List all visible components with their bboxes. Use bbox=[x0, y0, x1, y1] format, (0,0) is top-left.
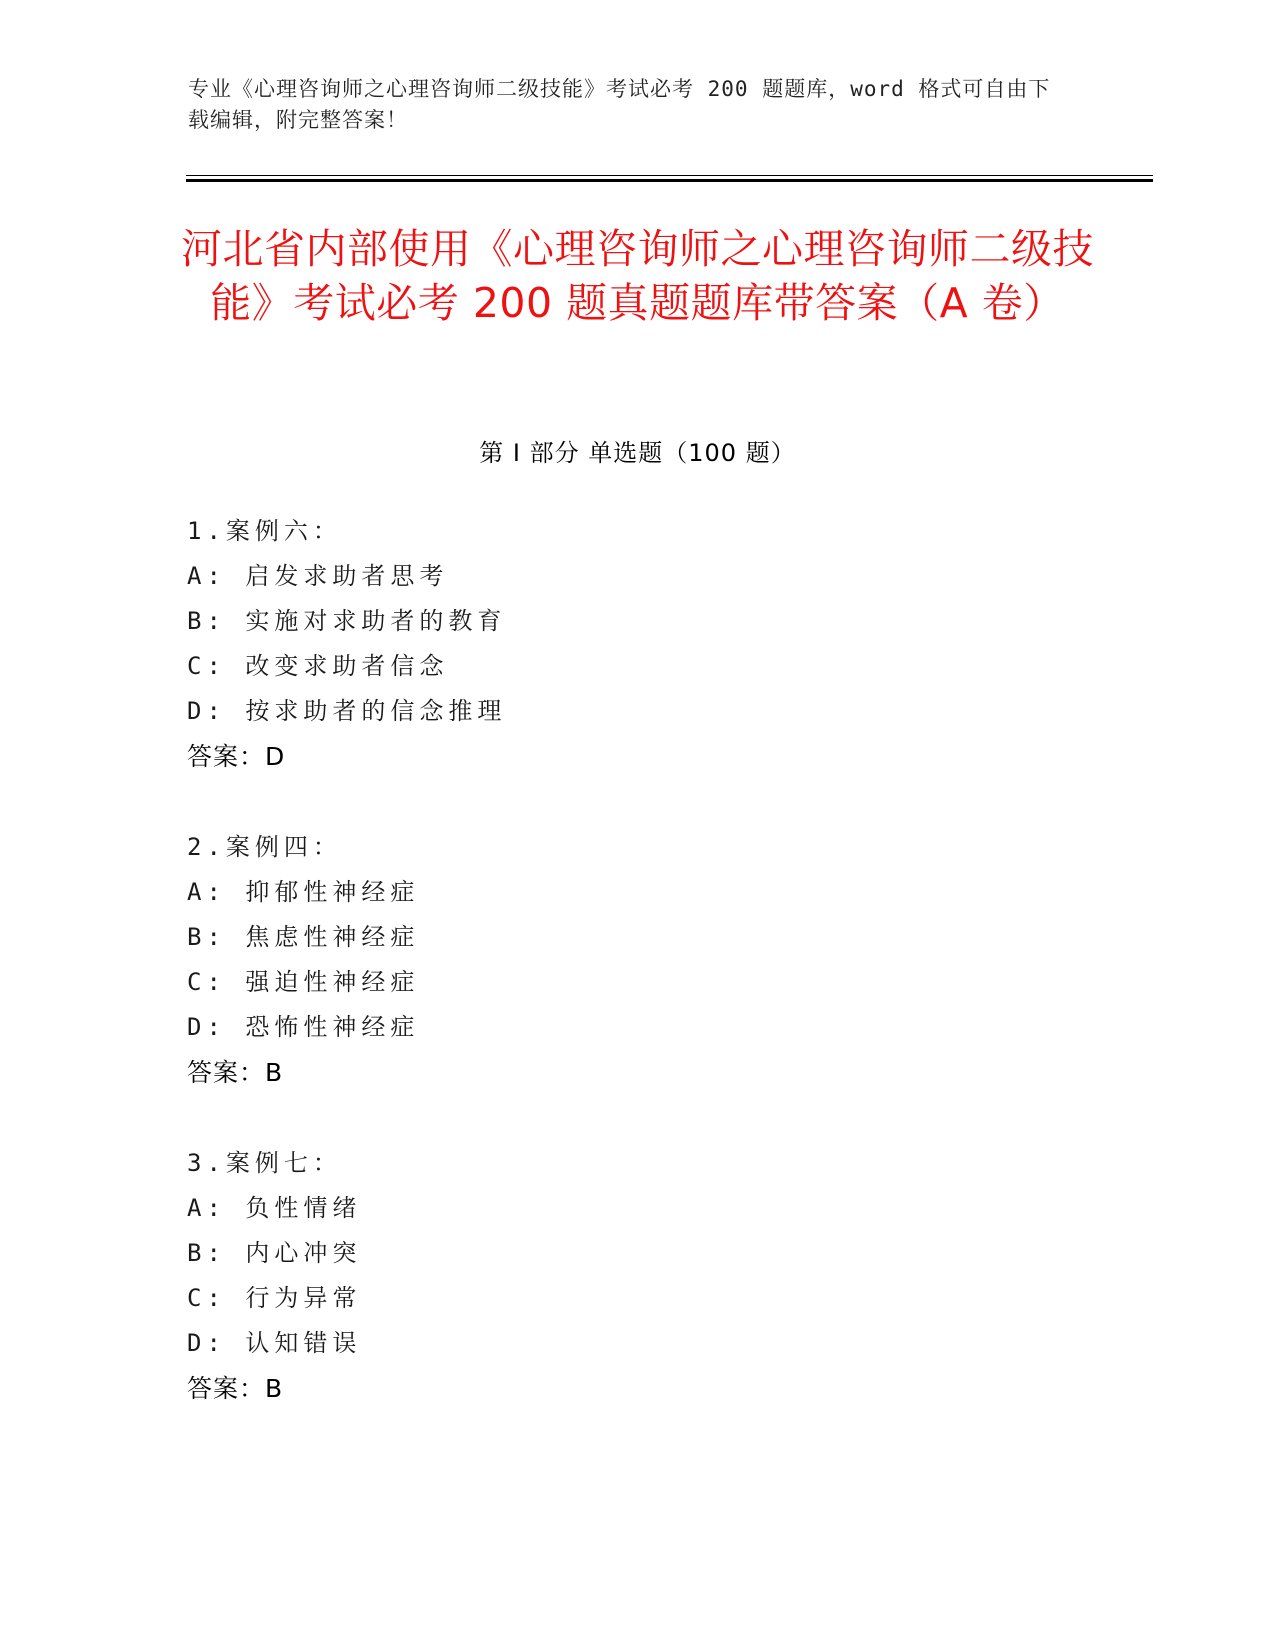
option-d: D: 按求助者的信念推理 bbox=[187, 697, 507, 725]
answer-line: 答案：B bbox=[187, 1374, 284, 1403]
question-stem: 3.案例七： bbox=[187, 1149, 342, 1177]
answer-line: 答案：B bbox=[187, 1058, 284, 1087]
option-b: B: 内心冲突 bbox=[187, 1239, 362, 1267]
question-1 bbox=[187, 509, 1087, 779]
option-a: A: 抑郁性神经症 bbox=[187, 878, 420, 906]
option-d: D: 认知错误 bbox=[187, 1329, 362, 1357]
header-divider-thick bbox=[186, 179, 1153, 182]
option-c: C: 行为异常 bbox=[187, 1284, 362, 1312]
option-d: D: 恐怖性神经症 bbox=[187, 1013, 420, 1041]
option-a: A: 负性情绪 bbox=[187, 1194, 362, 1222]
question-2 bbox=[187, 825, 1087, 1095]
answer-line: 答案：D bbox=[187, 742, 286, 771]
option-a: A: 启发求助者思考 bbox=[187, 562, 449, 590]
question-3 bbox=[187, 1141, 1087, 1411]
option-c: C: 强迫性神经症 bbox=[187, 968, 420, 996]
option-c: C: 改变求助者信念 bbox=[187, 652, 449, 680]
document-title: 河北省内部使用《心理咨询师之心理咨询师二级技能》考试必考 200 题真题题库带答案（A 卷） bbox=[181, 225, 1094, 327]
section-heading: 第 I 部分 单选题（100 题） bbox=[479, 439, 796, 467]
header-divider-thin bbox=[186, 175, 1153, 176]
question-stem: 1.案例六： bbox=[187, 517, 342, 545]
question-stem: 2.案例四： bbox=[187, 833, 342, 861]
header-note: 专业《心理咨询师之心理咨询师二级技能》考试必考 200 题题库，word 格式可自由下载编辑，附完整答案！ bbox=[188, 77, 1051, 132]
option-b: B: 焦虑性神经症 bbox=[187, 923, 420, 951]
option-b: B: 实施对求助者的教育 bbox=[187, 607, 507, 635]
